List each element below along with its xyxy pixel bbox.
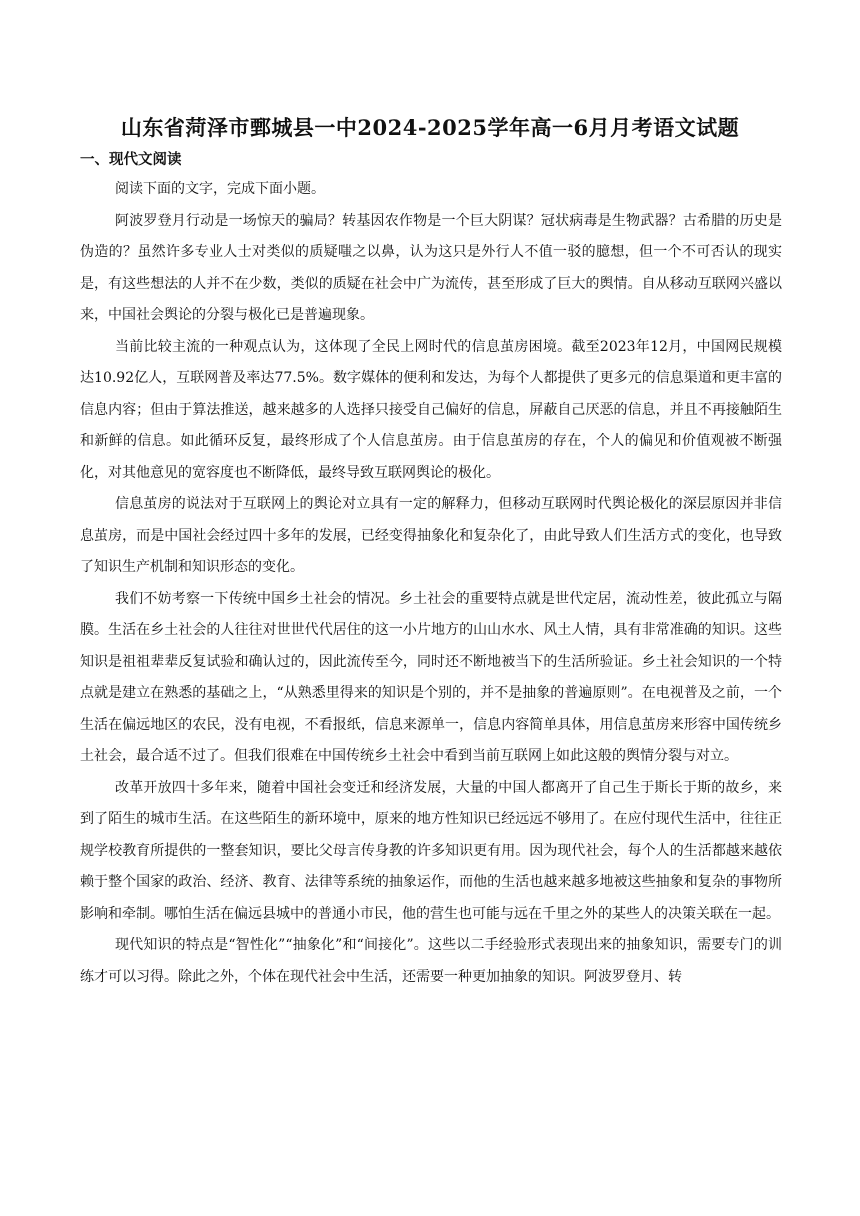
paragraph: 阿波罗登月行动是一场惊天的骗局？转基因农作物是一个巨大阴谋？冠状病毒是生物武器？古希腊的历史是伪造的？虽然许多专业人士对类似的质疑嗤之以鼻，认为这只是外行人不值一驳的臆想，但一个不可否认的现实是，有这些想法的人并不在少数，类似的质疑在社会中广为流传，甚至形成了巨大的舆情。自从移动互联网兴盛以来，中国社会舆论的分裂与极化已是普遍现象。	[80, 212, 782, 323]
document-title: 山东省菏泽市鄄城县一中2024-2025学年高一6月月考语文试题	[120, 115, 740, 140]
section-heading: 一、现代文阅读	[80, 152, 182, 168]
paragraph-instruction: 阅读下面的文字，完成下面小题。	[115, 181, 325, 197]
paragraph: 当前比较主流的一种观点认为，这体现了全民上网时代的信息茧房困境。截至2023年12月，中国网民规模达10.92亿人，互联网普及率达77.5%。数字媒体的便利和发达，为每个人都提供了更多元的信息渠道和更丰富的信息内容；但由于算法推送，越来越多的人选择只接受自己偏好的信息，屏蔽自己厌恶的信息，并且不再接触陌生和新鲜的信息。如此循环反复，最终形成了个人信息茧房。由于信息茧房的存在，个人的偏见和价值观被不断强化，对其他意见的宽容度也不断降低，最终导致互联网舆论的极化。	[80, 338, 782, 481]
paragraph: 改革开放四十多年来，随着中国社会变迁和经济发展，大量的中国人都离开了自己生于斯长于斯的故乡，来到了陌生的城市生活。在这些陌生的新环境中，原来的地方性知识已经远远不够用了。在应付现代生活中，往往正规学校教育所提供的一整套知识，要比父母言传身教的许多知识更有用。因为现代社会，每个人的生活都越来越依赖于整个国家的政治、经济、教育、法律等系统的抽象运作，而他的生活也越来越多地被这些抽象和复杂的事物所影响和牵制。哪怕生活在偏远县城中的普通小市民，他的营生也可能与远在千里之外的某些人的决策关联在一起。	[80, 779, 782, 922]
paragraph: 现代知识的特点是“智性化”“抽象化”和“间接化”。这些以二手经验形式表现出来的抽象知识，需要专门的训练才可以习得。除此之外，个体在现代社会中生活，还需要一种更加抽象的知识。阿波罗登月、转	[80, 937, 782, 985]
paragraph: 我们不妨考察一下传统中国乡土社会的情况。乡土社会的重要特点就是世代定居，流动性差，彼此孤立与隔膜。生活在乡土社会的人往往对世世代代居住的这一小片地方的山山水水、风土人情，具有非常准确的知识。这些知识是祖祖辈辈反复试验和确认过的，因此流传至今，同时还不断地被当下的生活所验证。乡土社会知识的一个特点就是建立在熟悉的基础之上，“从熟悉里得来的知识是个别的，并不是抽象的普遍原则”。在电视普及之前，一个生活在偏远地区的农民，没有电视，不看报纸，信息来源单一，信息内容简单具体，用信息茧房来形容中国传统乡土社会，最合适不过了。但我们很难在中国传统乡土社会中看到当前互联网上如此这般的舆情分裂与对立。	[80, 590, 782, 764]
paragraph: 信息茧房的说法对于互联网上的舆论对立具有一定的解释力，但移动互联网时代舆论极化的深层原因并非信息茧房，而是中国社会经过四十多年的发展，已经变得抽象化和复杂化了，由此导致人们生活方式的变化，也导致了知识生产机制和知识形态的变化。	[80, 496, 782, 575]
document-body	[80, 174, 782, 993]
